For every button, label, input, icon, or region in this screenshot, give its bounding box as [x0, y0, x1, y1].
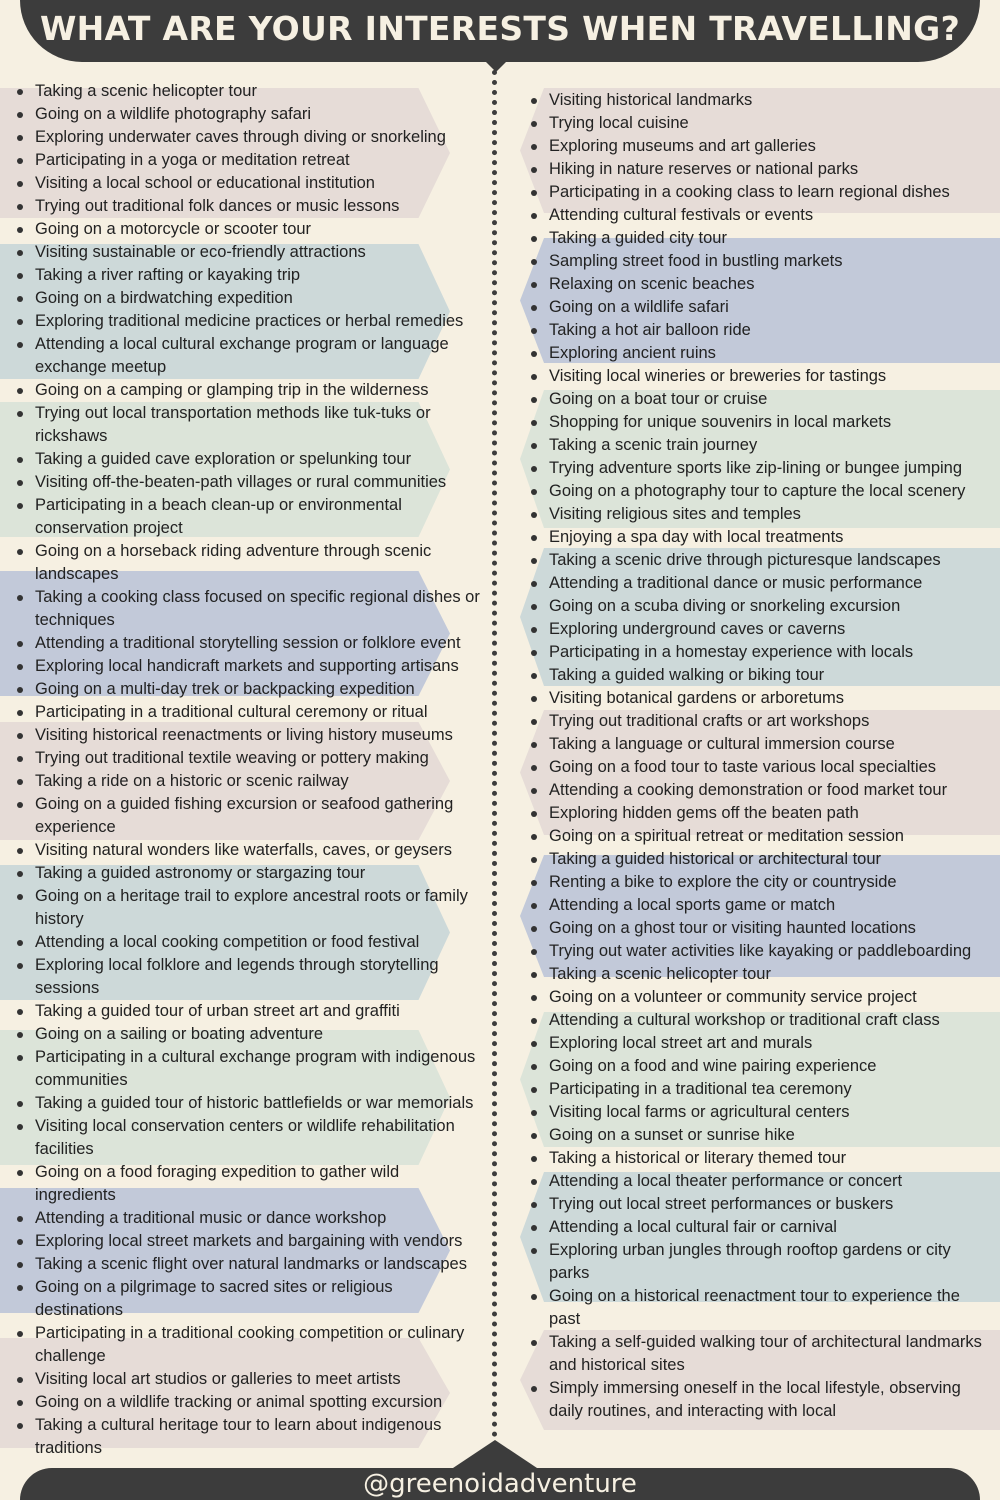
list-item: Attending a local cultural fair or carnival [528, 1216, 990, 1239]
list-item: Going on a boat tour or cruise [528, 388, 990, 411]
list-item: Going on a birdwatching expedition [14, 287, 484, 310]
list-item: Participating in a traditional cultural ceremony or ritual [14, 701, 484, 724]
list-item: Going on a food tour to taste various local specialties [528, 756, 990, 779]
list-item: Trying out water activities like kayaking or paddleboarding [528, 940, 990, 963]
list-item: Visiting local art studios or galleries to meet artists [14, 1368, 484, 1391]
list-item: Going on a historical reenactment tour to experience the past [528, 1285, 990, 1331]
list-item: Exploring local street art and murals [528, 1032, 990, 1055]
list-item: Going on a pilgrimage to sacred sites or religious destinations [14, 1276, 484, 1322]
list-item: Taking a guided tour of historic battlefields or war memorials [14, 1092, 484, 1115]
list-item: Visiting natural wonders like waterfalls, caves, or geysers [14, 839, 484, 862]
list-item: Going on a motorcycle or scooter tour [14, 218, 484, 241]
list-item: Trying local cuisine [528, 112, 990, 135]
list-item: Taking a guided cave exploration or spelunking tour [14, 448, 484, 471]
list-item: Going on a wildlife photography safari [14, 103, 484, 126]
list-item: Exploring underground caves or caverns [528, 618, 990, 641]
list-item: Taking a scenic helicopter tour [528, 963, 990, 986]
list-item: Taking a scenic train journey [528, 434, 990, 457]
list-item: Attending a local cooking competition or food festival [14, 931, 484, 954]
list-item: Enjoying a spa day with local treatments [528, 526, 990, 549]
footer-handle: @greenoidadventure [20, 1468, 980, 1500]
list-item: Participating in a homestay experience with locals [528, 641, 990, 664]
footer-tab [450, 1440, 540, 1470]
list-item: Participating in a traditional tea ceremony [528, 1078, 990, 1101]
list-item: Going on a horseback riding adventure through scenic landscapes [14, 540, 484, 586]
list-item: Attending a cooking demonstration or food market tour [528, 779, 990, 802]
list-item: Taking a hot air balloon ride [528, 319, 990, 342]
list-item: Going on a photography tour to capture the local scenery [528, 480, 990, 503]
list-item: Going on a wildlife safari [528, 296, 990, 319]
list-item: Going on a sunset or sunrise hike [528, 1124, 990, 1147]
list-item: Visiting historical landmarks [528, 89, 990, 112]
list-item: Going on a food foraging expedition to gather wild ingredients [14, 1161, 484, 1207]
list-item: Participating in a cooking class to learn regional dishes [528, 181, 990, 204]
list-item: Going on a spiritual retreat or meditation session [528, 825, 990, 848]
list-item: Shopping for unique souvenirs in local markets [528, 411, 990, 434]
list-item: Visiting religious sites and temples [528, 503, 990, 526]
list-item: Taking a scenic flight over natural landmarks or landscapes [14, 1253, 484, 1276]
list-item: Attending a local sports game or match [528, 894, 990, 917]
list-item: Trying out local street performances or buskers [528, 1193, 990, 1216]
list-item: Taking a cooking class focused on specific regional dishes or techniques [14, 586, 484, 632]
list-item: Exploring underwater caves through diving or snorkeling [14, 126, 484, 149]
list-item: Taking a guided historical or architectural tour [528, 848, 990, 871]
list-item: Going on a sailing or boating adventure [14, 1023, 484, 1046]
list-item: Going on a camping or glamping trip in the wilderness [14, 379, 484, 402]
header-notch [484, 60, 508, 72]
list-item: Taking a language or cultural immersion course [528, 733, 990, 756]
list-item: Taking a guided city tour [528, 227, 990, 250]
list-item: Taking a cultural heritage tour to learn about indigenous traditions [14, 1414, 484, 1460]
list-item: Visiting local conservation centers or wildlife rehabilitation facilities [14, 1115, 484, 1161]
list-item: Attending a local theater performance or concert [528, 1170, 990, 1193]
list-item: Visiting a local school or educational institution [14, 172, 484, 195]
list-item: Renting a bike to explore the city or countryside [528, 871, 990, 894]
list-item: Attending a cultural workshop or traditional craft class [528, 1009, 990, 1032]
list-item: Participating in a cultural exchange program with indigenous communities [14, 1046, 484, 1092]
list-item: Sampling street food in bustling markets [528, 250, 990, 273]
list-item: Taking a guided walking or biking tour [528, 664, 990, 687]
list-item: Going on a heritage trail to explore ancestral roots or family history [14, 885, 484, 931]
list-item: Attending a traditional dance or music performance [528, 572, 990, 595]
list-item: Trying out local transportation methods like tuk-tuks or rickshaws [14, 402, 484, 448]
list-item: Exploring traditional medicine practices or herbal remedies [14, 310, 484, 333]
list-item: Visiting botanical gardens or arboretums [528, 687, 990, 710]
list-item: Taking a guided astronomy or stargazing tour [14, 862, 484, 885]
list-item: Hiking in nature reserves or national parks [528, 158, 990, 181]
list-item: Visiting local farms or agricultural centers [528, 1101, 990, 1124]
list-item: Simply immersing oneself in the local lifestyle, observing daily routines, and interacting with local [528, 1377, 990, 1423]
list-item: Visiting local wineries or breweries for tastings [528, 365, 990, 388]
list-item: Exploring local street markets and bargaining with vendors [14, 1230, 484, 1253]
list-item: Taking a scenic helicopter tour [14, 80, 484, 103]
list-item: Taking a historical or literary themed tour [528, 1147, 990, 1170]
list-item: Exploring hidden gems off the beaten path [528, 802, 990, 825]
list-item: Trying out traditional textile weaving or pottery making [14, 747, 484, 770]
list-item: Taking a scenic drive through picturesque landscapes [528, 549, 990, 572]
list-item: Exploring urban jungles through rooftop gardens or city parks [528, 1239, 990, 1285]
list-item: Relaxing on scenic beaches [528, 273, 990, 296]
list-item: Going on a volunteer or community service project [528, 986, 990, 1009]
right-interest-list [528, 89, 990, 1423]
list-item: Taking a ride on a historic or scenic railway [14, 770, 484, 793]
list-item: Exploring local handicraft markets and supporting artisans [14, 655, 484, 678]
page-title: WHAT ARE YOUR INTERESTS WHEN TRAVELLING? [20, 0, 980, 62]
list-item: Visiting historical reenactments or living history museums [14, 724, 484, 747]
list-item: Trying out traditional crafts or art workshops [528, 710, 990, 733]
list-item: Visiting off-the-beaten-path villages or rural communities [14, 471, 484, 494]
list-item: Going on a wildlife tracking or animal spotting excursion [14, 1391, 484, 1414]
list-item: Attending a local cultural exchange program or language exchange meetup [14, 333, 484, 379]
list-item: Exploring local folklore and legends through storytelling sessions [14, 954, 484, 1000]
list-item: Attending a traditional music or dance workshop [14, 1207, 484, 1230]
list-item: Participating in a yoga or meditation retreat [14, 149, 484, 172]
list-item: Visiting sustainable or eco-friendly attractions [14, 241, 484, 264]
list-item: Going on a ghost tour or visiting haunted locations [528, 917, 990, 940]
list-item: Going on a food and wine pairing experience [528, 1055, 990, 1078]
list-item: Attending cultural festivals or events [528, 204, 990, 227]
list-item: Trying out traditional folk dances or music lessons [14, 195, 484, 218]
list-item: Taking a guided tour of urban street art and graffiti [14, 1000, 484, 1023]
list-item: Trying adventure sports like zip-lining or bungee jumping [528, 457, 990, 480]
dotted-divider [492, 70, 497, 1448]
list-item: Exploring museums and art galleries [528, 135, 990, 158]
list-item: Participating in a traditional cooking competition or culinary challenge [14, 1322, 484, 1368]
list-item: Going on a scuba diving or snorkeling excursion [528, 595, 990, 618]
list-item: Exploring ancient ruins [528, 342, 990, 365]
left-interest-list [14, 80, 484, 1460]
list-item: Taking a river rafting or kayaking trip [14, 264, 484, 287]
list-item: Going on a multi-day trek or backpacking expedition [14, 678, 484, 701]
list-item: Going on a guided fishing excursion or seafood gathering experience [14, 793, 484, 839]
list-item: Attending a traditional storytelling session or folklore event [14, 632, 484, 655]
list-item: Participating in a beach clean-up or environmental conservation project [14, 494, 484, 540]
list-item: Taking a self-guided walking tour of architectural landmarks and historical sites [528, 1331, 990, 1377]
